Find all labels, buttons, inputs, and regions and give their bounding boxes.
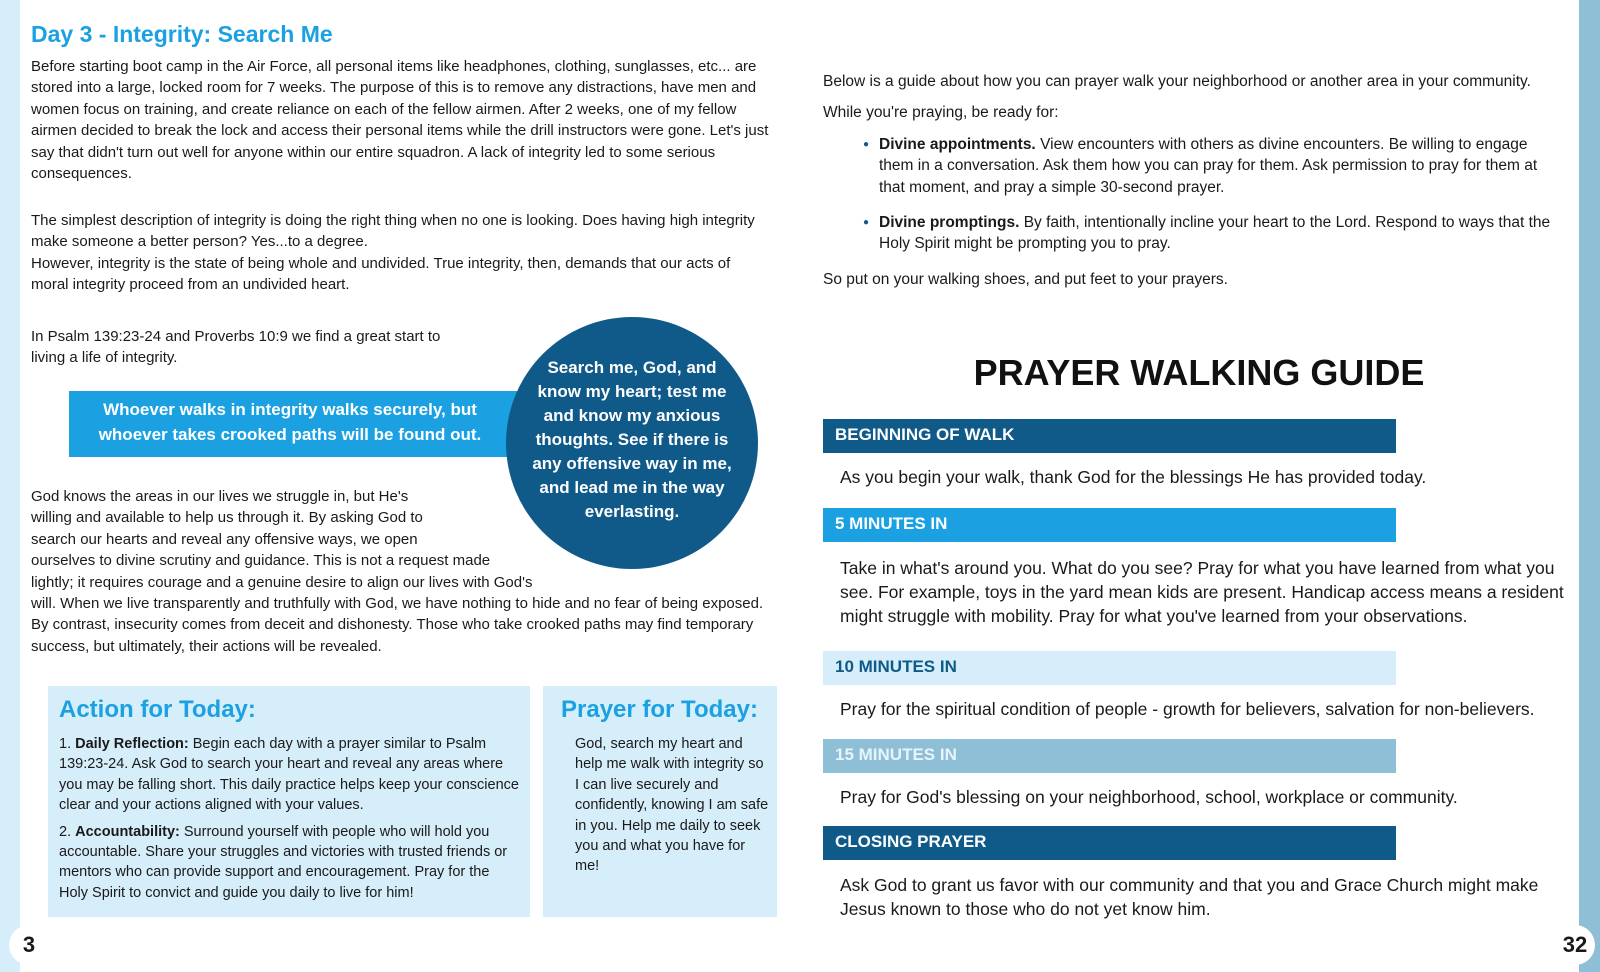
step-text-5-minutes: Take in what's around you. What do you see? Pray for what you have learned from what you see. For example, toys in the yard mean kids are present. Handicap access means a resident might struggle with mobility. Pray for what you've learned from your observations. — [840, 558, 1564, 626]
action-for-today-box — [48, 686, 530, 917]
proverbs-quote: Whoever walks in integrity walks securely, but whoever takes crooked paths will be found out. — [98, 400, 482, 444]
psalm-reference-paragraph: In Psalm 139:23-24 and Proverbs 10:9 we find a great start to living a life of integrity. — [31, 328, 441, 367]
ready-list — [879, 134, 1563, 255]
action-item-accountability — [59, 822, 520, 904]
integrity-undivided: However, integrity is the state of being whole and undivided. True integrity, then, demands that our acts of moral integrity proceed from an undivided heart. — [31, 254, 731, 294]
step-header-10-minutes: 10 MINUTES IN — [823, 651, 1396, 685]
paragraph-line: God knows the areas in our lives we struggle in, but He's — [31, 488, 409, 505]
god-knows-paragraph — [31, 486, 571, 593]
paragraph-line: search our hearts and reveal any offensive ways, we open — [31, 530, 418, 548]
page-title: Day 3 - Integrity: Search Me — [31, 21, 333, 47]
item-text: Surround yourself with people who will hold you accountable. Share your struggles and victories with trusted friends or mentors who can provide support and encouragement. Pray for the Holy Spirit to convict and guide you daily to live for him! — [59, 823, 508, 901]
god-knows-paragraph-continued: will. When we live transparently and truthfully with God, we have nothing to hide and no fear of being exposed. By contrast, insecurity comes from deceit and dishonesty. Those who take crooked paths may find temporary success, but ultimately, their actions will be revealed. — [31, 595, 764, 655]
integrity-paragraph — [31, 210, 771, 296]
step-header-5-minutes: 5 MINUTES IN — [823, 508, 1396, 542]
paragraph-line: willing and available to help us through it. By asking God to — [31, 509, 423, 527]
bullet-text: By faith, intentionally incline your heart to the Lord. Respond to ways that the Holy Spirit might be prompting you to pray. — [879, 214, 1551, 253]
intro-text: Below is a guide about how you can prayer walk your neighborhood or another area in your community. — [823, 73, 1531, 90]
step-text-beginning: As you begin your walk, thank God for the blessings He has provided today. — [840, 467, 1427, 487]
bullet-label: Divine appointments. — [879, 135, 1036, 153]
proverbs-quote-box — [69, 391, 519, 457]
page-number-left: 3 — [9, 925, 49, 965]
bullet-text: View encounters with others as divine encounters. Be willing to engage them in a conversation. Ask them how you can pray for them. Ask permission to pray for them at that moment, and pray a simple 30-second prayer. — [879, 135, 1538, 196]
psalm-quote-circle — [506, 317, 758, 569]
step-header-15-minutes: 15 MINUTES IN — [823, 739, 1396, 773]
left-page-edge — [0, 0, 20, 972]
list-item — [879, 212, 1563, 255]
step-header-closing-prayer: CLOSING PRAYER — [823, 826, 1396, 860]
ready-text: While you're praying, be ready for: — [823, 104, 1059, 122]
right-page-edge — [1579, 0, 1600, 972]
step-text-10-minutes: Pray for the spiritual condition of people - growth for believers, salvation for non-believers. — [840, 699, 1535, 719]
paragraph-line: ourselves to divine scrutiny and guidance. This is not a request made — [31, 552, 491, 570]
prayer-for-today-box — [543, 686, 777, 917]
integrity-definition: The simplest description of integrity is doing the right thing when no one is looking. Does having high integrity make someone a better person? Yes...to a degree. — [31, 212, 755, 251]
prayer-walk-intro — [823, 71, 1563, 300]
psalm-quote: Search me, God, and know my heart; test me and know my anxious thoughts. See if there is any offensive way in me, and lead me in the way everlasting. — [532, 358, 732, 521]
prayer-title: Prayer for Today: — [561, 696, 758, 723]
walking-shoes-text: So put on your walking shoes, and put feet to your prayers. — [823, 270, 1228, 288]
paragraph-line: lightly; it requires courage and a genuine desire to align our lives with God's — [31, 573, 533, 591]
item-label: Daily Reflection: — [75, 736, 189, 752]
item-number: 2. — [59, 823, 72, 840]
page-number-right: 32 — [1555, 925, 1595, 965]
bullet-label: Divine promptings. — [879, 214, 1020, 232]
guide-title: PRAYER WALKING GUIDE — [973, 352, 1425, 393]
item-number: 1. — [59, 736, 72, 752]
intro-paragraph: Before starting boot camp in the Air Force, all personal items like headphones, clothing, sunglasses, etc... are stored into a large, locked room for 7 weeks. The purpose of this is to remove any distractions, have men and women focus on training, and create reliance on each of the fellow airmen. After 2 weeks, one of my fellow airmen decided to break the lock and access their personal items while the drill instructors were gone. Let's just say that didn't turn out well for anyone within our entire squadron. A lack of integrity led to some serious consequences. — [31, 58, 769, 183]
item-label: Accountability: — [75, 823, 180, 840]
prayer-text: God, search my heart and help me walk with integrity so I can live securely and confidently, knowing I am safe in you. Help me daily to seek you and what you have for me! — [575, 736, 769, 875]
step-text-15-minutes: Pray for God's blessing on your neighborhood, school, workplace or community. — [840, 787, 1458, 807]
list-item — [879, 134, 1563, 198]
action-title: Action for Today: — [59, 696, 256, 723]
item-text: Begin each day with a prayer similar to Psalm 139:23-24. Ask God to search your heart and reveal any areas where you may be falling short. This daily practice helps keep your conscience clear and your actions aligned with your values. — [59, 736, 519, 814]
step-text-closing-prayer: Ask God to grant us favor with our community and that you and Grace Church might make Jesus known to those who do not yet know him. — [840, 875, 1539, 919]
step-header-beginning: BEGINNING OF WALK — [823, 419, 1396, 453]
action-item-daily-reflection — [59, 734, 520, 816]
